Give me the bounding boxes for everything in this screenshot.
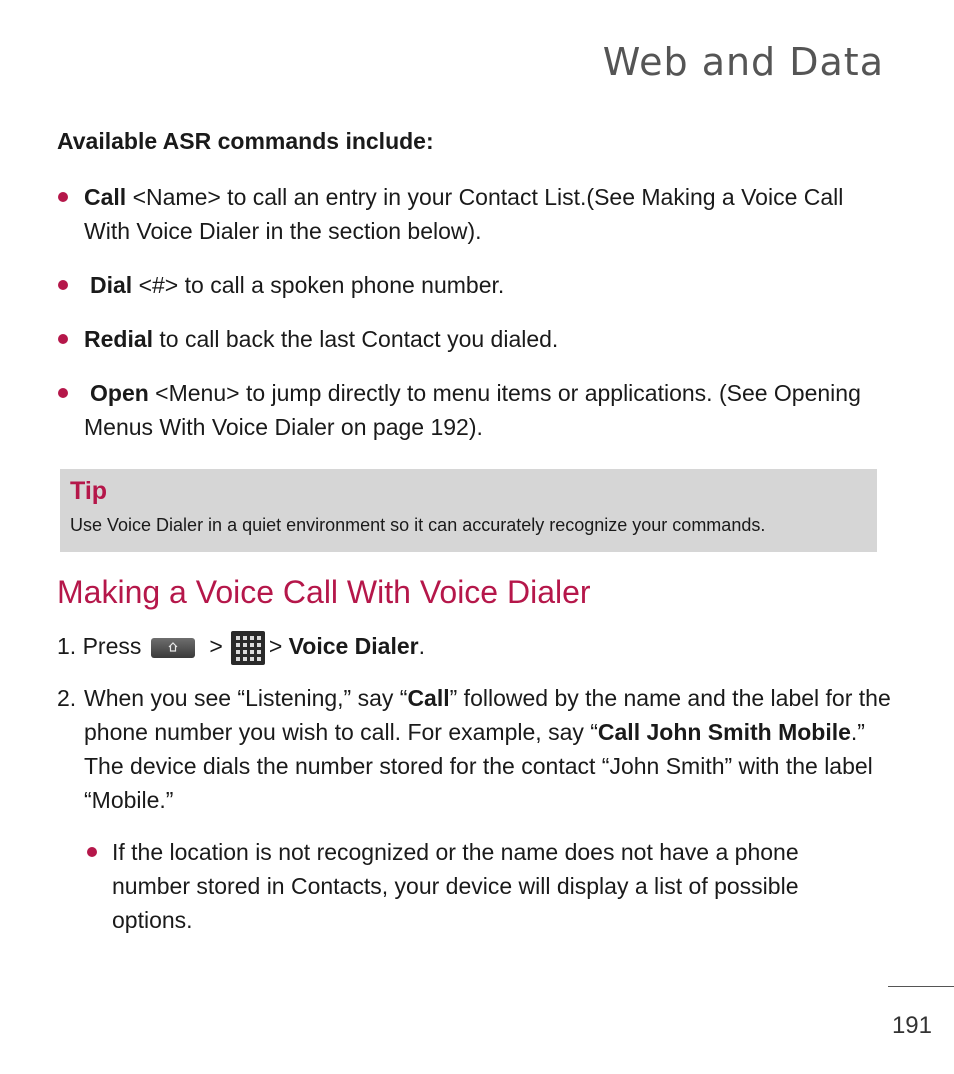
asr-item-dial (90, 268, 900, 302)
bullet-icon (58, 192, 68, 202)
bullet-icon (87, 847, 97, 857)
page-number: 191 (891, 1012, 932, 1039)
tip-box (60, 469, 877, 552)
bullet-icon (58, 388, 68, 398)
command-description: <#> to call a spoken phone number. (132, 272, 505, 298)
command-description: to call back the last Contact you dialed. (153, 326, 559, 352)
step-press-text: Press (82, 633, 142, 659)
tip-text: Use Voice Dialer in a quiet environment so it can accurately recognize your commands. (70, 515, 766, 535)
note-item: If the location is not recognized or the name does not have a phone number stored in Contacts, your device will display a list of possible options. (112, 839, 799, 933)
step-number: 1. (57, 633, 77, 659)
voice-dialer-label: Voice Dialer (288, 633, 419, 659)
asr-item-redial (84, 322, 894, 356)
step-2-number: 2. (57, 685, 77, 711)
asr-heading: Available ASR commands include: (57, 128, 434, 154)
step-2-bold: Call John Smith Mobile (597, 719, 851, 745)
step-2 (84, 681, 896, 817)
step-separator: > (268, 633, 283, 659)
chapter-title: Web and Data (602, 40, 884, 84)
step-2-bold: Call (407, 685, 450, 711)
command-name: Call (84, 184, 127, 210)
bullet-icon (58, 280, 68, 290)
tip-label: Tip (70, 477, 108, 505)
step-2-text: When you see “Listening,” say “ (84, 685, 408, 711)
section-title: Making a Voice Call With Voice Dialer (57, 574, 591, 610)
step-1 (57, 629, 425, 665)
command-name: Open (90, 380, 149, 406)
footer-rule (888, 986, 954, 987)
asr-item-open (84, 376, 894, 444)
step-end-punct: . (418, 633, 426, 659)
asr-item-call (84, 180, 894, 248)
command-name: Redial (84, 326, 154, 352)
command-description: <Menu> to jump directly to menu items or applications. (See Opening Menus With Voice Dialer on page 192). (84, 380, 861, 440)
step-2-text: ” followed by the name and the label for the phone number you wish to call. For example, say “ (84, 685, 891, 745)
bullet-icon (58, 334, 68, 344)
step-2-text: .” The device dials the number stored for the contact “John Smith” with the label “Mobile.” (84, 719, 873, 813)
home-key-icon (151, 638, 195, 658)
apps-grid-icon (231, 631, 265, 665)
command-description: <Name> to call an entry in your Contact List.(See Making a Voice Call With Voice Dialer in the section below). (84, 184, 844, 244)
command-name: Dial (90, 272, 133, 298)
step-separator: > (209, 633, 223, 659)
